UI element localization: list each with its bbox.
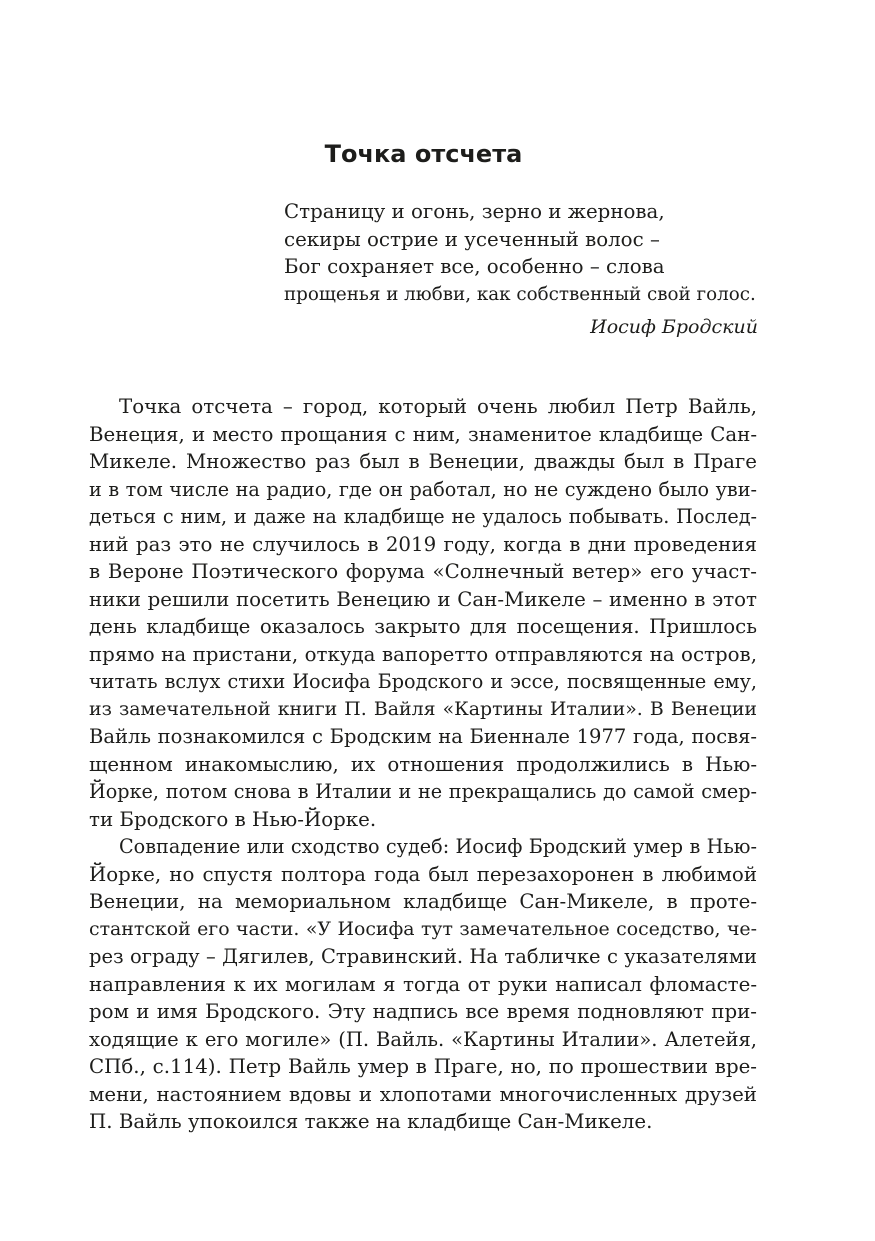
text-line: и в том числе на радио, где он работал, но не суждено было уви- [89, 477, 757, 501]
epigraph-line: секиры острие и усеченный волос – [284, 227, 660, 251]
text-line: щенном инакомыслию, их отношения продолжились в Нью- [89, 752, 757, 776]
paragraph-2 [89, 833, 757, 1136]
epigraph-line: Бог сохраняет все, особенно – слова [284, 255, 665, 278]
text-line: Вайль познакомился с Бродским на Биеннале 1977 года, посвя- [89, 725, 757, 748]
text-line: ходящие к его могиле» (П. Вайль. «Картины Италии». Алетейя, [89, 1027, 757, 1051]
text-line: П. Вайль упокоился также на кладбище Сан-Микеле. [89, 1110, 653, 1133]
text-line: Венеции, на мемориальном кладбище Сан-Микеле, в протe- [89, 890, 757, 913]
text-line: читать вслух стихи Иосифа Бродского и эссе, посвященные ему, [89, 670, 757, 693]
text-line: деться с ним, и даже на кладбище не удалось побывать. Послед- [89, 505, 757, 528]
text-line: СПб., с.114). Петр Вайль умер в Праге, но, по прошествии вре- [89, 1055, 757, 1078]
text-line: из замечательной книги П. Вайля «Картины Италии». В Венеции [89, 697, 757, 720]
text-line: ром и имя Бродского. Эту надпись все время подновляют при- [89, 1000, 757, 1023]
text-line: Йорке, потом снова в Италии и не прекращались до самой смер- [89, 780, 757, 803]
text-line: Венеция, и место прощания с ним, знаменитое кладбище Сан- [89, 422, 757, 446]
text-line: Микеле. Множество раз был в Венеции, дважды был в Праге [89, 450, 757, 473]
text-line: ний раз это не случилось в 2019 году, когда в дни проведения [89, 532, 757, 556]
text-line: стантской его части. «У Иосифа тут замечательное соседство, че- [89, 917, 757, 940]
epigraph-line: Страницу и огонь, зерно и жернова, [284, 200, 665, 223]
text-line: ти Бродского в Нью-Йорке. [89, 807, 377, 831]
epigraph-line: прощенья и любви, как собственный свой голос. [284, 283, 756, 305]
text-line: Совпадение или сходство судеб: Иосиф Бродский умер в Нью- [119, 835, 757, 858]
text-line: Точка отсчета – город, который очень любил Петр Вайль, [119, 395, 757, 418]
text-line: Йорке, но спустя полтора года был перезахоронен в любимой [89, 862, 757, 886]
epigraph-author: Иосиф Бродский [590, 316, 758, 338]
text-line: прямо на пристани, откуда вапоретто отправляются на остров, [89, 642, 757, 666]
text-line: в Вероне Поэтического форума «Солнечный ветер» его участ- [89, 560, 757, 583]
text-line: направления к их могилам я тогда от руки написал фломасте- [89, 972, 757, 996]
text-line: мени, настоянием вдовы и хлопотами многочисленных друзей [89, 1082, 757, 1106]
page-title: Точка отсчета [324, 140, 523, 168]
text-line: день кладбище оказалось закрыто для посещения. Пришлось [89, 615, 757, 638]
body-text [89, 393, 757, 1136]
text-line: рез ограду – Дягилев, Стравинский. На табличке с указателями [89, 945, 757, 968]
epigraph [284, 198, 758, 342]
text-line: ники решили посетить Венецию и Сан-Микеле – именно в этот [89, 587, 757, 611]
paragraph-1 [89, 393, 757, 833]
